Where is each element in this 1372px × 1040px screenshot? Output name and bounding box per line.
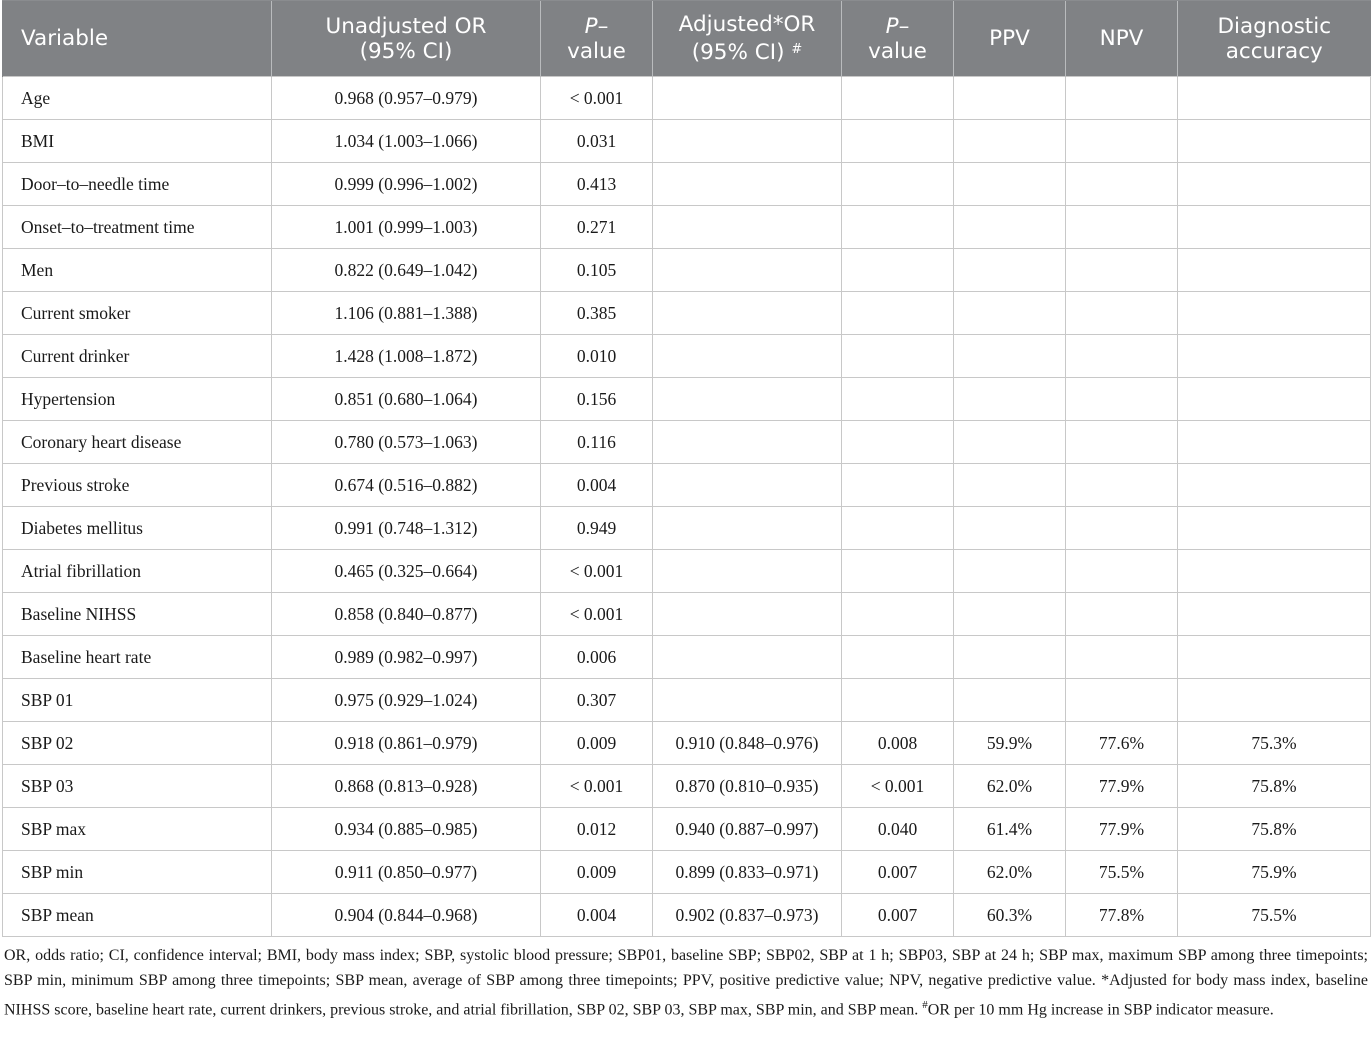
cell-adj-or bbox=[653, 163, 842, 206]
cell-p1: 0.012 bbox=[541, 808, 653, 851]
cell-ppv bbox=[954, 292, 1066, 335]
cell-p2 bbox=[842, 593, 954, 636]
cell-p1: 0.009 bbox=[541, 722, 653, 765]
cell-adj-or: 0.899 (0.833–0.971) bbox=[653, 851, 842, 894]
header-accuracy-line1: Diagnostic bbox=[1217, 13, 1332, 39]
cell-accuracy: 75.9% bbox=[1178, 851, 1371, 894]
cell-adj-or bbox=[653, 679, 842, 722]
cell-ppv bbox=[954, 593, 1066, 636]
cell-ppv bbox=[954, 163, 1066, 206]
table-row bbox=[3, 765, 1371, 808]
cell-variable: Onset–to–treatment time bbox=[3, 206, 272, 249]
header-unadjusted-or bbox=[272, 1, 541, 77]
cell-accuracy bbox=[1178, 292, 1371, 335]
header-adjusted-or-line2: (95% CI) bbox=[691, 40, 785, 65]
cell-accuracy bbox=[1178, 593, 1371, 636]
cell-accuracy bbox=[1178, 378, 1371, 421]
cell-p2 bbox=[842, 679, 954, 722]
cell-ppv bbox=[954, 550, 1066, 593]
results-table bbox=[2, 0, 1371, 937]
header-variable-text: Variable bbox=[21, 26, 109, 51]
cell-accuracy bbox=[1178, 636, 1371, 679]
footnote-main-text: OR, odds ratio; CI, confidence interval; BMI, body mass index; SBP, systolic blood pressure; SBP01, baseline SBP; SBP02, SBP at 1 h; SBP03, SBP at 24 h; SBP max, maximum SBP among three timepoints; SBP min, minimum SBP among three timepoints; SBP mean, average of SBP among three timepoints; PPV, positive predictive value; NPV, negative predictive value. *Adjusted for body mass index, baseline NIHSS score, baseline heart rate, current drinkers, previous stroke, and atrial fibrillation, SBP 02, SBP 03, SBP max, SBP min, and SBP mean. bbox=[4, 947, 1368, 1019]
cell-p2 bbox=[842, 636, 954, 679]
cell-p2 bbox=[842, 507, 954, 550]
cell-npv bbox=[1066, 163, 1178, 206]
cell-p2: < 0.001 bbox=[842, 765, 954, 808]
table-footnote bbox=[4, 944, 1368, 1023]
table-row bbox=[3, 593, 1371, 636]
cell-p1: 0.031 bbox=[541, 120, 653, 163]
header-variable bbox=[3, 1, 272, 77]
cell-unadj-or: 0.918 (0.861–0.979) bbox=[272, 722, 541, 765]
table-row bbox=[3, 421, 1371, 464]
cell-adj-or bbox=[653, 120, 842, 163]
cell-variable: Baseline heart rate bbox=[3, 636, 272, 679]
cell-unadj-or: 0.934 (0.885–0.985) bbox=[272, 808, 541, 851]
cell-adj-or: 0.910 (0.848–0.976) bbox=[653, 722, 842, 765]
cell-p1: 0.105 bbox=[541, 249, 653, 292]
cell-accuracy bbox=[1178, 550, 1371, 593]
cell-variable: SBP mean bbox=[3, 894, 272, 937]
cell-unadj-or: 0.868 (0.813–0.928) bbox=[272, 765, 541, 808]
header-p1-dash: – bbox=[597, 13, 609, 39]
cell-p2 bbox=[842, 421, 954, 464]
cell-p1: 0.949 bbox=[541, 507, 653, 550]
cell-p2 bbox=[842, 206, 954, 249]
cell-ppv bbox=[954, 120, 1066, 163]
cell-variable: SBP max bbox=[3, 808, 272, 851]
cell-npv bbox=[1066, 593, 1178, 636]
cell-npv bbox=[1066, 77, 1178, 120]
header-p1-line2: value bbox=[567, 38, 626, 64]
table-row bbox=[3, 679, 1371, 722]
cell-p1: 0.413 bbox=[541, 163, 653, 206]
cell-npv: 75.5% bbox=[1066, 851, 1178, 894]
header-ppv bbox=[954, 1, 1066, 77]
cell-accuracy bbox=[1178, 206, 1371, 249]
cell-unadj-or: 0.911 (0.850–0.977) bbox=[272, 851, 541, 894]
cell-unadj-or: 0.904 (0.844–0.968) bbox=[272, 894, 541, 937]
cell-variable: SBP 01 bbox=[3, 679, 272, 722]
cell-ppv bbox=[954, 206, 1066, 249]
cell-unadj-or: 0.674 (0.516–0.882) bbox=[272, 464, 541, 507]
cell-adj-or bbox=[653, 292, 842, 335]
cell-accuracy bbox=[1178, 249, 1371, 292]
header-adjusted-or bbox=[653, 1, 842, 77]
cell-p2 bbox=[842, 464, 954, 507]
cell-variable: Atrial fibrillation bbox=[3, 550, 272, 593]
cell-adj-or bbox=[653, 464, 842, 507]
cell-p2: 0.007 bbox=[842, 894, 954, 937]
cell-p1: 0.009 bbox=[541, 851, 653, 894]
header-p1-letter: P bbox=[584, 13, 598, 39]
cell-accuracy bbox=[1178, 335, 1371, 378]
cell-adj-or bbox=[653, 335, 842, 378]
header-row bbox=[3, 1, 1371, 77]
cell-npv bbox=[1066, 292, 1178, 335]
cell-p1: < 0.001 bbox=[541, 550, 653, 593]
cell-adj-or bbox=[653, 550, 842, 593]
cell-adj-or: 0.870 (0.810–0.935) bbox=[653, 765, 842, 808]
cell-unadj-or: 0.851 (0.680–1.064) bbox=[272, 378, 541, 421]
cell-unadj-or: 0.968 (0.957–0.979) bbox=[272, 77, 541, 120]
cell-p2: 0.007 bbox=[842, 851, 954, 894]
cell-variable: Current drinker bbox=[3, 335, 272, 378]
footnote-mark: # bbox=[922, 999, 928, 1011]
cell-npv bbox=[1066, 249, 1178, 292]
cell-ppv bbox=[954, 507, 1066, 550]
cell-variable: Hypertension bbox=[3, 378, 272, 421]
cell-p2: 0.040 bbox=[842, 808, 954, 851]
cell-p2 bbox=[842, 249, 954, 292]
cell-p2 bbox=[842, 378, 954, 421]
cell-variable: Previous stroke bbox=[3, 464, 272, 507]
header-diagnostic-accuracy bbox=[1178, 1, 1371, 77]
table-row bbox=[3, 378, 1371, 421]
header-p2-letter: P bbox=[885, 13, 899, 39]
cell-variable: Door–to–needle time bbox=[3, 163, 272, 206]
cell-variable: SBP 02 bbox=[3, 722, 272, 765]
cell-accuracy bbox=[1178, 464, 1371, 507]
cell-ppv bbox=[954, 636, 1066, 679]
cell-accuracy: 75.8% bbox=[1178, 808, 1371, 851]
cell-npv bbox=[1066, 679, 1178, 722]
cell-adj-or bbox=[653, 206, 842, 249]
cell-p2 bbox=[842, 77, 954, 120]
cell-p2 bbox=[842, 292, 954, 335]
cell-variable: Diabetes mellitus bbox=[3, 507, 272, 550]
table-row bbox=[3, 894, 1371, 937]
table-row bbox=[3, 206, 1371, 249]
table-row bbox=[3, 507, 1371, 550]
cell-variable: SBP 03 bbox=[3, 765, 272, 808]
cell-p1: < 0.001 bbox=[541, 765, 653, 808]
cell-unadj-or: 0.780 (0.573–1.063) bbox=[272, 421, 541, 464]
header-adjusted-or-mark: # bbox=[791, 42, 803, 57]
cell-npv bbox=[1066, 206, 1178, 249]
header-p2-line2: value bbox=[868, 38, 927, 64]
cell-adj-or: 0.940 (0.887–0.997) bbox=[653, 808, 842, 851]
cell-npv bbox=[1066, 464, 1178, 507]
cell-unadj-or: 1.001 (0.999–1.003) bbox=[272, 206, 541, 249]
cell-p1: < 0.001 bbox=[541, 593, 653, 636]
footnote-tail-text: OR per 10 mm Hg increase in SBP indicator measure. bbox=[927, 1001, 1274, 1019]
cell-variable: BMI bbox=[3, 120, 272, 163]
table-row bbox=[3, 120, 1371, 163]
cell-p2: 0.008 bbox=[842, 722, 954, 765]
header-npv bbox=[1066, 1, 1178, 77]
table-row bbox=[3, 163, 1371, 206]
cell-ppv bbox=[954, 77, 1066, 120]
cell-accuracy bbox=[1178, 77, 1371, 120]
cell-variable: Baseline NIHSS bbox=[3, 593, 272, 636]
cell-adj-or bbox=[653, 507, 842, 550]
cell-unadj-or: 0.991 (0.748–1.312) bbox=[272, 507, 541, 550]
table-row bbox=[3, 722, 1371, 765]
cell-unadj-or: 0.989 (0.982–0.997) bbox=[272, 636, 541, 679]
cell-adj-or bbox=[653, 421, 842, 464]
cell-npv bbox=[1066, 120, 1178, 163]
cell-variable: Men bbox=[3, 249, 272, 292]
header-unadjusted-or-line1: Unadjusted OR bbox=[325, 13, 487, 39]
cell-ppv bbox=[954, 679, 1066, 722]
cell-npv bbox=[1066, 636, 1178, 679]
header-p2-dash: – bbox=[898, 13, 910, 39]
cell-ppv: 60.3% bbox=[954, 894, 1066, 937]
cell-unadj-or: 0.465 (0.325–0.664) bbox=[272, 550, 541, 593]
cell-variable: Current smoker bbox=[3, 292, 272, 335]
header-p-value-2 bbox=[842, 1, 954, 77]
table-row bbox=[3, 808, 1371, 851]
cell-unadj-or: 0.858 (0.840–0.877) bbox=[272, 593, 541, 636]
cell-npv bbox=[1066, 507, 1178, 550]
cell-adj-or bbox=[653, 593, 842, 636]
cell-adj-or bbox=[653, 636, 842, 679]
cell-npv bbox=[1066, 550, 1178, 593]
cell-p1: 0.004 bbox=[541, 464, 653, 507]
cell-npv: 77.8% bbox=[1066, 894, 1178, 937]
cell-accuracy bbox=[1178, 421, 1371, 464]
cell-ppv bbox=[954, 378, 1066, 421]
cell-p1: 0.385 bbox=[541, 292, 653, 335]
cell-p1: 0.307 bbox=[541, 679, 653, 722]
cell-npv: 77.6% bbox=[1066, 722, 1178, 765]
cell-p1: 0.004 bbox=[541, 894, 653, 937]
cell-ppv: 61.4% bbox=[954, 808, 1066, 851]
cell-p1: 0.156 bbox=[541, 378, 653, 421]
header-p-value-1 bbox=[541, 1, 653, 77]
table-body bbox=[3, 77, 1371, 937]
cell-p2 bbox=[842, 163, 954, 206]
cell-adj-or bbox=[653, 249, 842, 292]
table-row bbox=[3, 249, 1371, 292]
cell-npv bbox=[1066, 421, 1178, 464]
table-row bbox=[3, 851, 1371, 894]
cell-unadj-or: 0.822 (0.649–1.042) bbox=[272, 249, 541, 292]
cell-unadj-or: 1.106 (0.881–1.388) bbox=[272, 292, 541, 335]
cell-accuracy bbox=[1178, 163, 1371, 206]
cell-accuracy bbox=[1178, 507, 1371, 550]
cell-unadj-or: 1.034 (1.003–1.066) bbox=[272, 120, 541, 163]
cell-unadj-or: 0.975 (0.929–1.024) bbox=[272, 679, 541, 722]
cell-p1: 0.271 bbox=[541, 206, 653, 249]
cell-p2 bbox=[842, 550, 954, 593]
cell-ppv: 62.0% bbox=[954, 765, 1066, 808]
cell-p2 bbox=[842, 120, 954, 163]
cell-adj-or bbox=[653, 378, 842, 421]
cell-ppv bbox=[954, 249, 1066, 292]
cell-ppv: 62.0% bbox=[954, 851, 1066, 894]
header-ppv-text: PPV bbox=[989, 26, 1030, 51]
table-row bbox=[3, 292, 1371, 335]
header-accuracy-line2: accuracy bbox=[1225, 38, 1323, 64]
cell-unadj-or: 1.428 (1.008–1.872) bbox=[272, 335, 541, 378]
cell-accuracy bbox=[1178, 120, 1371, 163]
cell-variable: Coronary heart disease bbox=[3, 421, 272, 464]
table-row bbox=[3, 550, 1371, 593]
cell-accuracy: 75.5% bbox=[1178, 894, 1371, 937]
cell-accuracy: 75.8% bbox=[1178, 765, 1371, 808]
cell-adj-or: 0.902 (0.837–0.973) bbox=[653, 894, 842, 937]
cell-ppv bbox=[954, 421, 1066, 464]
cell-p1: 0.006 bbox=[541, 636, 653, 679]
cell-p1: 0.116 bbox=[541, 421, 653, 464]
cell-p2 bbox=[842, 335, 954, 378]
header-npv-text: NPV bbox=[1099, 26, 1144, 51]
table-row bbox=[3, 636, 1371, 679]
cell-npv: 77.9% bbox=[1066, 765, 1178, 808]
table-header bbox=[3, 1, 1371, 77]
cell-p1: < 0.001 bbox=[541, 77, 653, 120]
cell-ppv: 59.9% bbox=[954, 722, 1066, 765]
cell-unadj-or: 0.999 (0.996–1.002) bbox=[272, 163, 541, 206]
table-row bbox=[3, 464, 1371, 507]
cell-npv: 77.9% bbox=[1066, 808, 1178, 851]
table-row bbox=[3, 335, 1371, 378]
cell-ppv bbox=[954, 464, 1066, 507]
cell-variable: SBP min bbox=[3, 851, 272, 894]
cell-npv bbox=[1066, 335, 1178, 378]
header-unadjusted-or-line2: (95% CI) bbox=[359, 38, 453, 64]
cell-accuracy bbox=[1178, 679, 1371, 722]
table-row bbox=[3, 77, 1371, 120]
cell-adj-or bbox=[653, 77, 842, 120]
cell-variable: Age bbox=[3, 77, 272, 120]
header-adjusted-or-line1: Adjusted*OR bbox=[678, 12, 816, 37]
cell-p1: 0.010 bbox=[541, 335, 653, 378]
cell-ppv bbox=[954, 335, 1066, 378]
cell-accuracy: 75.3% bbox=[1178, 722, 1371, 765]
cell-npv bbox=[1066, 378, 1178, 421]
